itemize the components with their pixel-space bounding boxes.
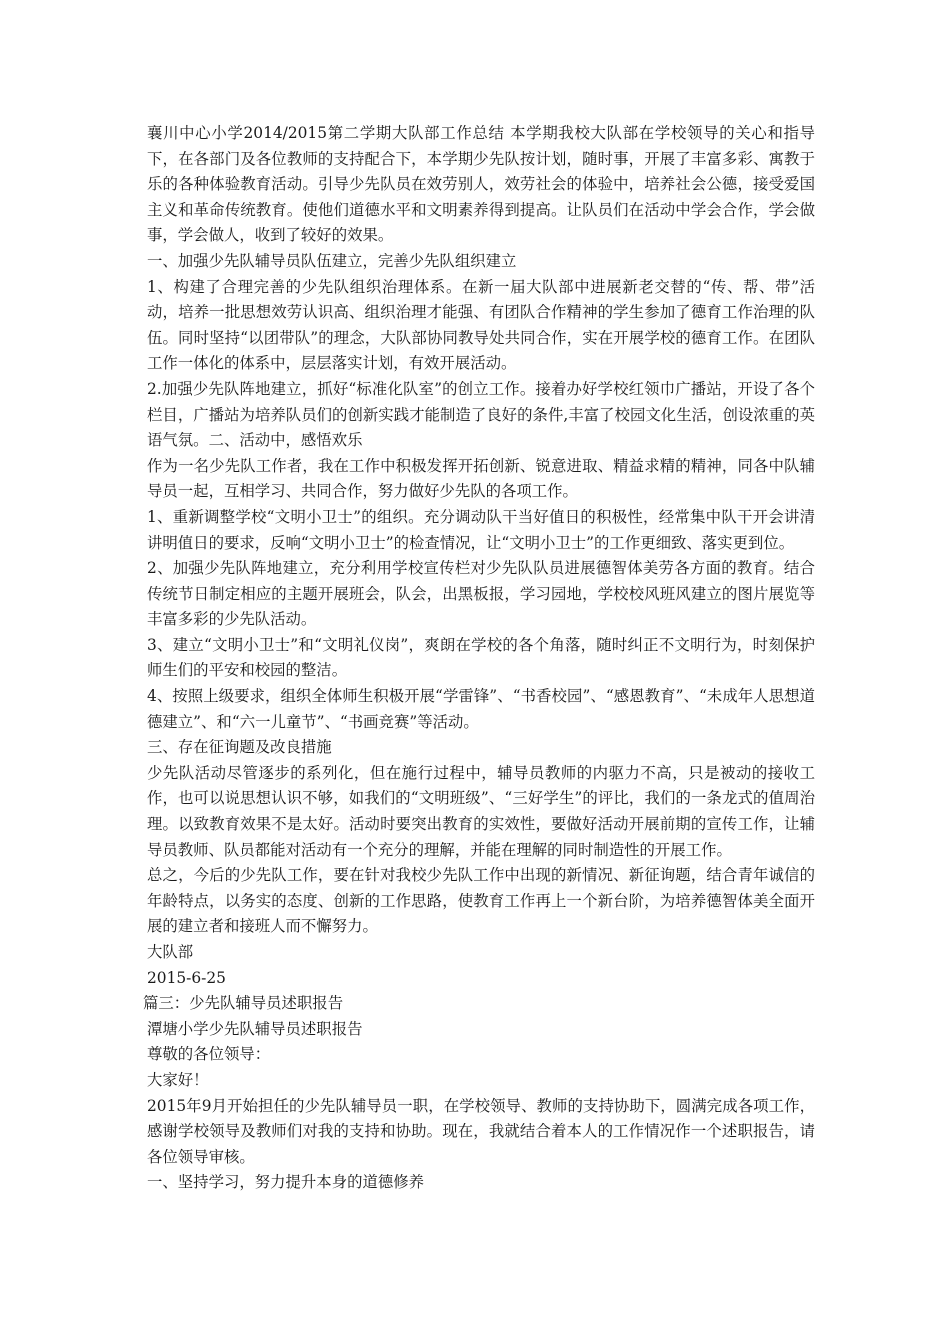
body-paragraph: 3、建立“文明小卫士”和“文明礼仪岗”，爽朗在学校的各个角落，随时纠正不文明行为，时刻保护师生们的平安和校园的整洁。 <box>147 635 815 680</box>
conclusion-paragraph: 总之，今后的少先队工作，要在针对我校少先队工作中出现的新情况、新征询题，结合青年诚信的年龄特点，以务实的态度、创新的工作思路，使教育工作再上一个新台阶，为培养德智体美全面开展的建立者和接班人而不懈努力。 <box>147 866 815 936</box>
intro-paragraph: 襄川中心小学2014/2015第二学期大队部工作总结 本学期我校大队部在学校领导的关心和指导下，在各部门及各位教师的支持配合下，本学期少先队按计划，随时事，开展了丰富多彩、寓教于乐的各种体验教育活动。引导少先队员在效劳别人，效劳社会的体验中，培养社会公德，接受爱国主义和革命传统教育。使他们道德水平和文明素养得到提高。让队员们在活动中学会合作，学会做事，学会做人，收到了较好的效果。 <box>147 124 815 245</box>
body-paragraph: 2015年9月开始担任的少先队辅导员一职，在学校领导、教师的支持协助下，圆满完成各项工作，感谢学校领导及教师们对我的支持和协助。现在，我就结合着本人的工作情况作一个述职报告，请各位领导审核。 <box>147 1096 815 1166</box>
body-paragraph: 1、重新调整学校“文明小卫士”的组织。充分调动队干当好值日的积极性，经常集中队干开会讲清讲明值日的要求，反响“文明小卫士”的检查情况，让“文明小卫士”的工作更细致、落实更到位。 <box>147 507 815 552</box>
report-title: 潭塘小学少先队辅导员述职报告 <box>147 1019 363 1038</box>
signature-date: 2015-6-25 <box>147 968 226 987</box>
chapter-title: 篇三：少先队辅导员述职报告 <box>143 994 344 1013</box>
section-heading-3: 三、存在征询题及改良措施 <box>147 738 332 757</box>
body-paragraph: 作为一名少先队工作者，我在工作中积极发挥开拓创新、锐意进取、精益求精的精神，同各中队辅导员一起，互相学习、共同合作，努力做好少先队的各项工作。 <box>147 456 815 501</box>
signature-department: 大队部 <box>147 943 194 961</box>
body-paragraph: 4、按照上级要求，组织全体师生积极开展“学雷锋”、“书香校园”、“感恩教育”、“未成年人思想道德建立”、和“六一儿童节”、“书画竞赛”等活动。 <box>147 687 815 731</box>
body-paragraph: 1、构建了合理完善的少先队组织治理体系。在新一届大队部中进展新老交替的“传、帮、带”活动，培养一批思想效劳认识高、组织治理才能强、有团队合作精神的学生参加了德育工作治理的队伍。同时坚持“以团带队”的理念，大队部协同教导处共同合作，实在开展学校的德育工作。在团队工作一体化的体系中，层层落实计划，有效开展活动。 <box>147 277 815 373</box>
document-page <box>143 121 815 1196</box>
greeting: 大家好！ <box>147 1070 209 1089</box>
salutation: 尊敬的各位领导： <box>147 1045 271 1064</box>
body-paragraph: 2、加强少先队阵地建立，充分利用学校宣传栏对少先队队员进展德智体美劳各方面的教育。结合传统节日制定相应的主题开展班会，队会，出黑板报，学习园地，学校校风班风建立的图片展览等丰富多彩的少先队活动。 <box>147 559 815 629</box>
section-heading: 一、坚持学习，努力提升本身的道德修养 <box>147 1173 425 1192</box>
body-paragraph: 少先队活动尽管逐步的系列化，但在施行过程中，辅导员教师的内驱力不高，只是被动的接收工作，也可以说思想认识不够，如我们的“文明班级”、“三好学生”的评比，我们的一条龙式的值周治理。以致教育效果不是太好。活动时要突出教育的实效性，要做好活动开展前期的宣传工作，让辅导员教师、队员都能对活动有一个充分的理解，并能在理解的同时制造性的开展工作。 <box>147 763 815 859</box>
section-heading-1: 一、加强少先队辅导员队伍建立，完善少先队组织建立 <box>147 251 517 270</box>
body-paragraph: 2.加强少先队阵地建立，抓好“标准化队室”的创立工作。接着办好学校红领巾广播站，开设了各个栏目，广播站为培养队员们的创新实践才能制造了良好的条件,丰富了校园文化生活，创设浓重的英语气氛。二、活动中，感悟欢乐 <box>147 379 815 450</box>
